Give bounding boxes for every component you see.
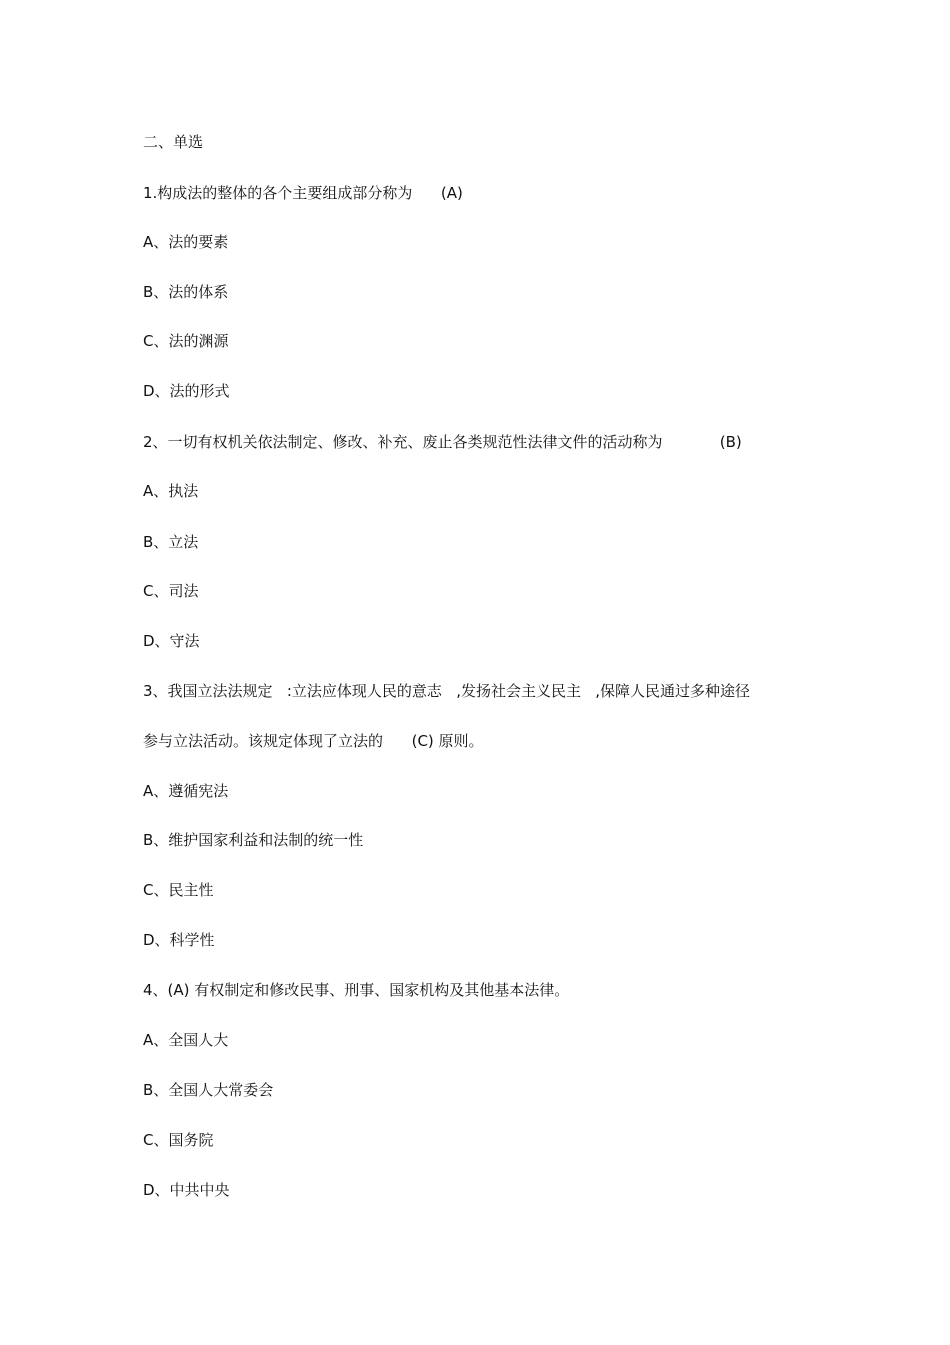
question-4-stem: 4、(A) 有权制定和修改民事、刑事、国家机构及其他基本法律。 — [143, 981, 570, 999]
question-1-stem: 1.构成法的整体的各个主要组成部分称为 (A) — [143, 184, 463, 202]
question-4-option-d: D、中共中央 — [143, 1181, 230, 1199]
section-title: 二、单选 — [143, 133, 204, 151]
question-1-option-d: D、法的形式 — [143, 382, 230, 400]
question-2-stem: 2、一切有权机关依法制定、修改、补充、废止各类规范性法律文件的活动称为 (B) — [143, 433, 742, 451]
question-3-option-b: B、维护国家利益和法制的统一性 — [143, 831, 364, 849]
question-1-option-a: A、法的要素 — [143, 233, 229, 251]
question-4-option-c: C、国务院 — [143, 1131, 214, 1149]
question-2-option-a: A、执法 — [143, 482, 199, 500]
question-3-option-d: D、科学性 — [143, 931, 215, 949]
question-1-option-b: B、法的体系 — [143, 283, 229, 301]
question-4-option-a: A、全国人大 — [143, 1031, 229, 1049]
question-2-option-c: C、司法 — [143, 582, 199, 600]
question-1-option-c: C、法的渊源 — [143, 332, 229, 350]
question-3-stem-line-2: 参与立法活动。该规定体现了立法的 (C) 原则。 — [143, 732, 484, 750]
question-2-option-b: B、立法 — [143, 533, 199, 551]
question-3-option-c: C、民主性 — [143, 881, 214, 899]
question-3-stem-line-1: 3、我国立法法规定 :立法应体现人民的意志 ,发扬社会主义民主 ,保障人民通过多种途径 — [143, 682, 751, 700]
question-2-option-d: D、守法 — [143, 632, 200, 650]
question-3-option-a: A、遵循宪法 — [143, 782, 229, 800]
question-4-option-b: B、全国人大常委会 — [143, 1081, 274, 1099]
